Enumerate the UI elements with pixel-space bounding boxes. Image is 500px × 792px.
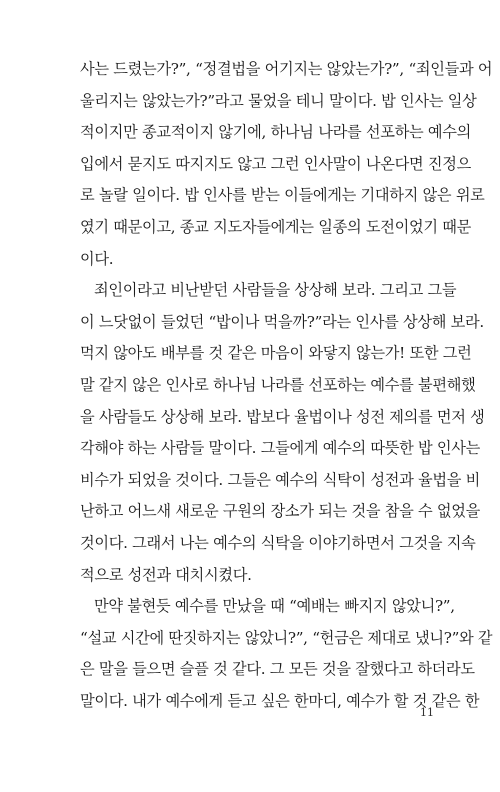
text-line: 적으로 성전과 대치시켰다. (80, 565, 252, 584)
text-line: 이다. (80, 249, 114, 268)
text-line: “설교 시간에 딴짓하지는 않았니?”, “헌금은 제대로 냈니?”와 같 (80, 628, 493, 647)
text-line: 만약 불현듯 예수를 만났을 때 “예배는 빠지지 않았니?”, (94, 597, 455, 616)
text-line: 것이다. 그래서 나는 예수의 식탁을 이야기하면서 그것을 지속 (80, 533, 476, 552)
text-line: 먹지 않아도 배부를 것 같은 마음이 와닿지 않는가! 또한 그런 (80, 344, 472, 363)
page-number: 11 (420, 706, 434, 719)
text-line: 울리지는 않았는가?”라고 물었을 테니 말이다. 밥 인사는 일상 (80, 91, 477, 110)
paragraph-1 (80, 54, 493, 275)
text-line: 였기 때문이고, 종교 지도자들에게는 일종의 도전이었기 때문 (80, 217, 471, 236)
text-line: 말이다. 내가 예수에게 듣고 싶은 한마디, 예수가 할 것 같은 한 (80, 691, 480, 710)
text-line: 로 놀랄 일이다. 밥 인사를 받는 이들에게는 기대하지 않은 위로 (80, 186, 485, 205)
text-line: 사는 드렸는가?”, “정결법을 어기지는 않았는가?”, “죄인들과 어 (80, 60, 493, 78)
text-line: 말 같지 않은 인사로 하나님 나라를 선포하는 예수를 불편해했 (80, 375, 476, 394)
paragraph-2 (80, 275, 485, 591)
text-line: 은 말을 들으면 슬플 것 같다. 그 모든 것을 잘했다고 하더라도 (80, 660, 475, 679)
text-line: 입에서 묻지도 따지지도 않고 그런 인사말이 나온다면 진정으 (80, 154, 471, 173)
text-line: 비수가 되었을 것이다. 그들은 예수의 식탁이 성전과 율법을 비 (80, 470, 481, 489)
text-line: 각해야 하는 사람들 말이다. 그들에게 예수의 따뜻한 밥 인사는 (80, 439, 481, 458)
body-text (80, 54, 493, 717)
text-line: 을 사람들도 상상해 보라. 밥보다 율법이나 성전 제의를 먼저 생 (80, 407, 485, 426)
text-line: 죄인이라고 비난받던 사람들을 상상해 보라. 그리고 그들 (94, 281, 457, 300)
text-line: 난하고 어느새 새로운 구원의 장소가 되는 것을 참을 수 없었을 (80, 502, 481, 521)
paragraph-3 (80, 591, 493, 717)
text-line: 이 느닷없이 들었던 “밥이나 먹을까?”라는 인사를 상상해 보라. (80, 312, 484, 331)
text-line: 적이지만 종교적이지 않기에, 하나님 나라를 선포하는 예수의 (80, 123, 471, 142)
